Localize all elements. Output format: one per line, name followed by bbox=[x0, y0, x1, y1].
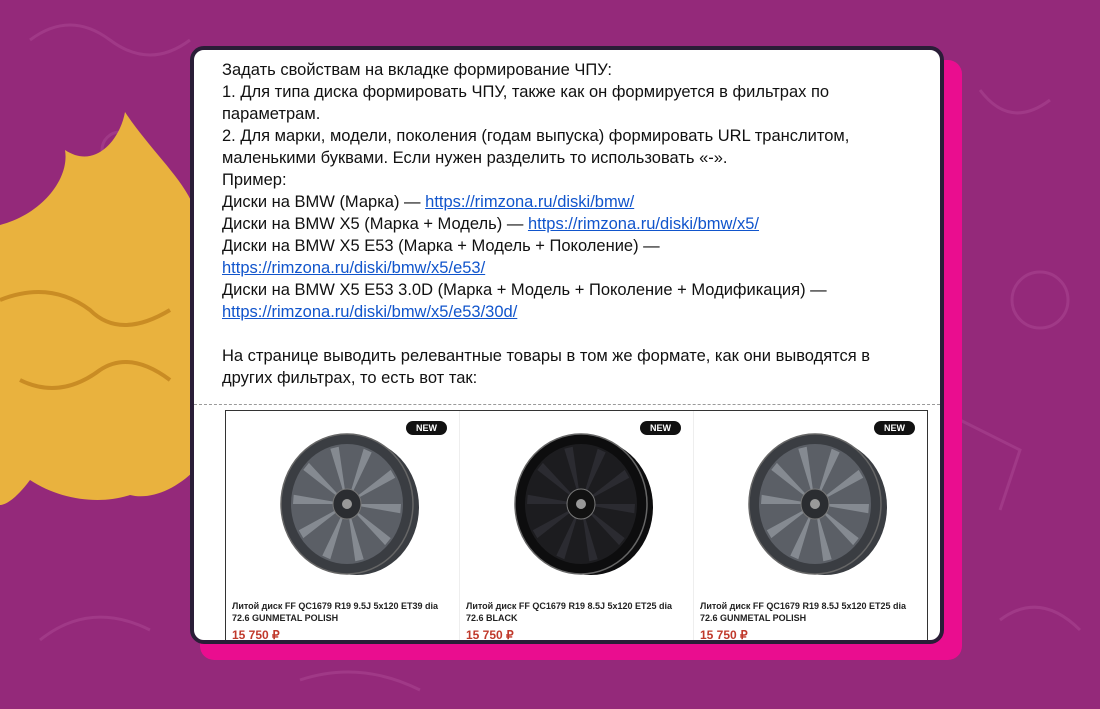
wheel-image bbox=[496, 429, 666, 579]
wheel-image bbox=[730, 429, 900, 579]
new-badge: NEW bbox=[406, 421, 447, 435]
product-name[interactable]: Литой диск FF QC1679 R19 8.5J 5x120 ET25 dia 72.6 GUNMETAL POLISH bbox=[700, 601, 907, 623]
flame-icon bbox=[0, 112, 195, 505]
product-price: 15 750 ₽ bbox=[232, 628, 280, 642]
instructions-text bbox=[222, 59, 912, 389]
dashed-divider bbox=[194, 404, 940, 405]
new-badge: NEW bbox=[640, 421, 681, 435]
example-link-4[interactable]: https://rimzona.ru/diski/bmw/x5/e53/30d/ bbox=[222, 303, 518, 321]
example-link-1[interactable]: https://rimzona.ru/diski/bmw/ bbox=[425, 193, 635, 211]
example-line-3: Диски на BMW X5 E53 (Марка + Модель + Поколение) — https://rimzona.ru/diski/bmw/x5/e53/ bbox=[222, 237, 660, 277]
closing-text: На странице выводить релевантные товары в том же формате, как они выводятся в других фильтрах, то есть вот так: bbox=[222, 347, 871, 387]
instruction-line-1: Задать свойствам на вкладке формирование ЧПУ: bbox=[222, 61, 612, 79]
example-link-3[interactable]: https://rimzona.ru/diski/bmw/x5/e53/ bbox=[222, 259, 486, 277]
product-card[interactable] bbox=[460, 411, 694, 644]
example-line-1: Диски на BMW (Марка) — https://rimzona.ru/diski/bmw/ bbox=[222, 193, 635, 211]
instruction-line-3: 2. Для марки, модели, поколения (годам выпуска) формировать URL транслитом, маленькими буквами. Если нужен разделить то использовать «-». bbox=[222, 127, 850, 167]
new-badge: NEW bbox=[874, 421, 915, 435]
product-price: 15 750 ₽ bbox=[700, 628, 748, 642]
product-grid bbox=[225, 410, 928, 644]
instruction-line-2: 1. Для типа диска формировать ЧПУ, также как он формируется в фильтрах по параметрам. bbox=[222, 83, 830, 123]
product-card[interactable] bbox=[226, 411, 460, 644]
product-card[interactable] bbox=[694, 411, 927, 644]
example-link-2[interactable]: https://rimzona.ru/diski/bmw/x5/ bbox=[527, 215, 760, 233]
example-line-4: Диски на BMW X5 E53 3.0D (Марка + Модель + Поколение + Модификация) — https://rimzona.ru/diski/bmw/x5/e53/30d/ bbox=[222, 281, 827, 321]
example-label: Пример: bbox=[222, 171, 287, 189]
product-name[interactable]: Литой диск FF QC1679 R19 9.5J 5x120 ET39 dia 72.6 GUNMETAL POLISH bbox=[232, 601, 439, 623]
product-name[interactable]: Литой диск FF QC1679 R19 8.5J 5x120 ET25 dia 72.6 BLACK bbox=[466, 601, 673, 623]
task-card bbox=[190, 46, 944, 644]
wheel-image bbox=[262, 429, 432, 579]
product-price: 15 750 ₽ bbox=[466, 628, 514, 642]
example-line-2: Диски на BMW X5 (Марка + Модель) — https://rimzona.ru/diski/bmw/x5/ bbox=[222, 215, 760, 233]
